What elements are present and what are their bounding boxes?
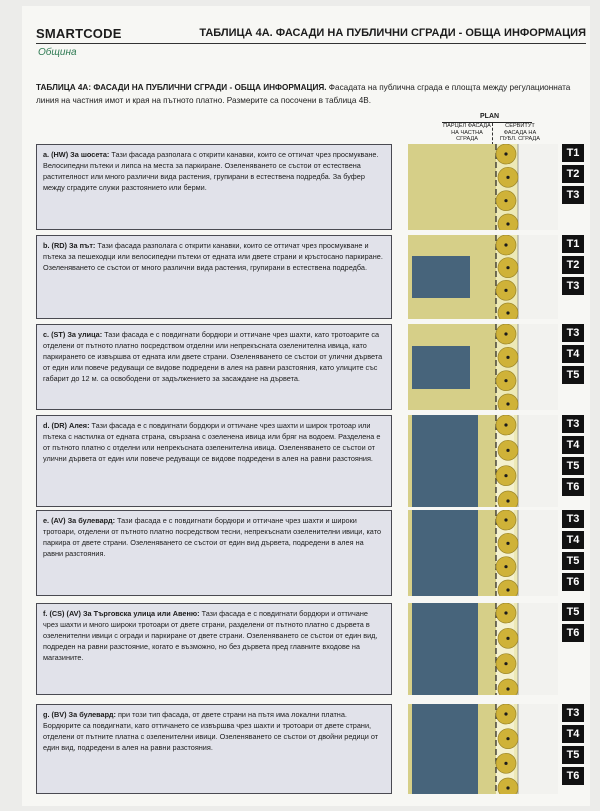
row-description	[36, 704, 392, 794]
tree-icon	[496, 557, 516, 577]
building-footprint	[412, 704, 478, 794]
page-subtitle: Община	[38, 47, 77, 58]
row-description	[36, 510, 392, 596]
tree-icon	[498, 303, 518, 319]
roadway-area	[518, 235, 558, 319]
transect-tag: T6	[562, 624, 584, 642]
tree-trunk	[504, 565, 507, 568]
row-label: g. (BV) За булевард:	[43, 710, 116, 719]
tree-icon	[498, 778, 518, 794]
row-text: Тази фасада разполага с открити канавки, които се оттичат чрез просмукване и пътека за пешеходци или велосипедни пътеки от едната или двете страни и кръстосано паркиране. Озеленяването се състои от много различни вида растения, групирани в естествена подредба.	[43, 241, 383, 272]
tree-icon	[498, 729, 518, 749]
row-plan-diagram	[408, 235, 558, 319]
tree-trunk	[506, 499, 509, 502]
transect-tags	[562, 704, 586, 788]
row-plan-diagram	[408, 510, 558, 596]
intro-paragraph	[36, 81, 576, 107]
building-footprint	[412, 510, 478, 596]
tree-canopy	[498, 394, 518, 410]
tree-canopy	[498, 491, 518, 507]
transect-tag: T1	[562, 235, 584, 253]
tree-icon	[498, 167, 518, 187]
plan-svg	[408, 324, 558, 410]
tree-canopy	[498, 303, 518, 319]
tree-icon	[498, 394, 518, 410]
plan-legend-title: PLAN	[480, 113, 500, 120]
plan-svg	[408, 144, 558, 230]
transect-tag: T5	[562, 552, 584, 570]
tree-trunk	[506, 311, 509, 314]
transect-tag: T4	[562, 345, 584, 363]
plan-svg	[408, 510, 558, 596]
transect-tag: T2	[562, 165, 584, 183]
row-description	[36, 235, 392, 319]
transect-tags	[562, 510, 586, 594]
tree-trunk	[506, 737, 509, 740]
transect-tags	[562, 324, 586, 387]
tree-icon	[496, 753, 516, 773]
plan-svg	[408, 704, 558, 794]
transect-tag: T5	[562, 746, 584, 764]
transect-tag: T3	[562, 186, 584, 204]
transect-tag: T4	[562, 725, 584, 743]
transect-tag: T2	[562, 256, 584, 274]
brand-title: SMARTCODE	[36, 26, 122, 41]
transect-tags	[562, 603, 586, 645]
header-divider	[36, 43, 586, 44]
tree-icon	[496, 466, 516, 486]
tree-trunk	[506, 449, 509, 452]
row-text: Тази фасада е с повдигнати бордюри и оттичане чрез шахти, като тротоарите са отделени от пътното платно посредством отделни или непрекъсната озеленителна ивица, като паркирането се извършва от едната или двете страни. Озеленяването се състои от улични дървета от един или повече редуващи се видове подредени в алея на равни разстояния, като улиците със габарит до 12 м. са освободени от задължението за засаждане на дървета.	[43, 330, 383, 383]
row-plan-diagram	[408, 415, 558, 507]
tree-icon	[496, 603, 516, 623]
row-label: c. (ST) За улица:	[43, 330, 103, 339]
row-text: Тази фасада е с повдигнати бордюри и оттичане чрез шахти и широки тротоари, отделени от пътното платно посредством тесни, непрекъснати озеленителни ивици, като паркира от двете страни. Озеленяването се състои от един вид дървета, подредени в алея на равни разстояния.	[43, 516, 382, 558]
transect-tag: T4	[562, 531, 584, 549]
tree-trunk	[504, 243, 507, 246]
plan-legend-divider	[492, 123, 493, 145]
transect-tags	[562, 144, 586, 207]
transect-tag: T3	[562, 277, 584, 295]
tree-icon	[496, 235, 516, 255]
tree-trunk	[504, 379, 507, 382]
tree-trunk	[506, 356, 509, 359]
row-plan-diagram	[408, 704, 558, 794]
row-label: d. (DR) Алея:	[43, 421, 90, 430]
tree-trunk	[504, 611, 507, 614]
tree-icon	[496, 144, 516, 164]
row-text: при този тип фасада, от двете страни на пътя има локални платна. Бордюрите са повдигнати, като оттичането се извършва чрез шахти и тротоари от двете страни, отделени от пътните платна с озеленителни ивици. Озеленяването се състои от двойни редици от един вид, подредени в алея на равни разстояния.	[43, 710, 379, 752]
tree-icon	[498, 533, 518, 553]
tree-trunk	[506, 176, 509, 179]
tree-trunk	[506, 588, 509, 591]
intro-text: Фасадата на публична сграда е площта между регулационната линия на частния имот и края на пътното платно. Размерите са посочени в таблица 4В.	[36, 83, 571, 105]
tree-canopy	[498, 214, 518, 230]
transect-tag: T6	[562, 767, 584, 785]
tree-trunk	[504, 662, 507, 665]
tree-trunk	[506, 786, 509, 789]
row-description	[36, 144, 392, 230]
tree-trunk	[506, 637, 509, 640]
transect-tags	[562, 235, 586, 298]
tree-icon	[496, 371, 516, 391]
tree-trunk	[506, 542, 509, 545]
tree-trunk	[504, 762, 507, 765]
tree-trunk	[504, 474, 507, 477]
tree-icon	[498, 628, 518, 648]
row-description	[36, 603, 392, 695]
plan-legend-private-label: ПАРЦЕЛ ФАСАДА НА ЧАСТНА СГРАДА	[443, 123, 491, 142]
tree-trunk	[506, 402, 509, 405]
tree-icon	[496, 654, 516, 674]
building-footprint	[412, 415, 478, 507]
row-description	[36, 415, 392, 507]
transect-tag: T5	[562, 603, 584, 621]
row-text: Тази фасада разполага с открити канавки, които се оттичат чрез просмукване. Велосипедни пътеки и липса на места за паркиране. Озеленяването се състои от естествена растителност или много различни вида растения, групирани в естествена подредба. За буфер между сградите служи разстоянието или берми.	[43, 150, 379, 192]
row-label: f. (CS) (AV) За Търговска улица или Авеню:	[43, 609, 200, 618]
row-text: Тази фасада е с повдигнати бордюри и оттичане чрез шахти и широк тротоар или пътека с настилка от едната страна, свързана с озеленена ивица или бряг на водоем. Разделена е от пътното платно с отделни или непрекъсната озеленителна ивица. Озеленяването се състои от улични дървета от един или повече редуващи се видове подредени в алея на равни разстояния.	[43, 421, 381, 463]
transect-tag: T6	[562, 573, 584, 591]
tree-icon	[496, 191, 516, 211]
tree-icon	[496, 510, 516, 530]
plan-legend-public-label: СЕРВИТУТ ФАСАДА НА ПУБЛ. СГРАДА	[500, 123, 540, 142]
row-text: Тази фасада е с повдигнати бордюри и оттичане чрез шахти и много широки тротоари от двете страни, разделени от пътното платно с дървета в озеленителни ивици с огради и паркиране от двете страни. Озеленяването се състои от един вид, подреден на равни разстояние, когато е възможно, но без дървета пред главните входове на магазините.	[43, 609, 378, 662]
roadway-area	[518, 704, 558, 794]
plan-svg	[408, 415, 558, 507]
document-page	[22, 6, 590, 806]
tree-trunk	[506, 266, 509, 269]
plan-svg	[408, 603, 558, 695]
tree-icon	[498, 491, 518, 507]
intro-lead: ТАБЛИЦА 4А: ФАСАДИ НА ПУБЛИЧНИ СГРАДИ - ОБЩА ИНФОРМАЦИЯ.	[36, 83, 327, 92]
building-footprint	[412, 603, 478, 695]
row-description	[36, 324, 392, 410]
tree-icon	[496, 704, 516, 724]
row-label: b. (RD) За път:	[43, 241, 96, 250]
tree-trunk	[504, 289, 507, 292]
roadway-area	[518, 510, 558, 596]
transect-tag: T3	[562, 704, 584, 722]
row-plan-diagram	[408, 603, 558, 695]
page-title: ТАБЛИЦА 4А. ФАСАДИ НА ПУБЛИЧНИ СГРАДИ - ОБЩА ИНФОРМАЦИЯ	[199, 27, 586, 39]
tree-trunk	[504, 712, 507, 715]
tree-canopy	[498, 778, 518, 794]
tree-trunk	[504, 152, 507, 155]
roadway-area	[518, 603, 558, 695]
tree-icon	[498, 258, 518, 278]
plan-svg	[408, 235, 558, 319]
row-label: e. (AV) За булевард:	[43, 516, 116, 525]
row-plan-diagram	[408, 144, 558, 230]
tree-trunk	[506, 222, 509, 225]
row-plan-diagram	[408, 324, 558, 410]
tree-trunk	[504, 423, 507, 426]
transect-tag: T3	[562, 510, 584, 528]
tree-icon	[498, 580, 518, 596]
tree-icon	[496, 415, 516, 435]
transect-tag: T6	[562, 478, 584, 496]
tree-icon	[498, 214, 518, 230]
roadway-area	[518, 144, 558, 230]
tree-trunk	[506, 687, 509, 690]
building-footprint	[412, 346, 470, 389]
tree-trunk	[504, 332, 507, 335]
roadway-area	[518, 324, 558, 410]
tree-canopy	[498, 580, 518, 596]
transect-tag: T5	[562, 366, 584, 384]
tree-trunk	[504, 518, 507, 521]
transect-tag: T3	[562, 324, 584, 342]
transect-tag: T3	[562, 415, 584, 433]
tree-trunk	[504, 199, 507, 202]
tree-icon	[498, 440, 518, 460]
transect-tags	[562, 415, 586, 499]
tree-icon	[498, 679, 518, 695]
building-footprint	[412, 256, 470, 298]
row-label: a. (HW) За шосета:	[43, 150, 110, 159]
plan-legend	[414, 113, 580, 147]
transect-tag: T4	[562, 436, 584, 454]
tree-canopy	[498, 679, 518, 695]
roadway-area	[518, 415, 558, 507]
tree-icon	[496, 324, 516, 344]
tree-icon	[498, 347, 518, 367]
transect-tag: T1	[562, 144, 584, 162]
transect-tag: T5	[562, 457, 584, 475]
tree-icon	[496, 280, 516, 300]
